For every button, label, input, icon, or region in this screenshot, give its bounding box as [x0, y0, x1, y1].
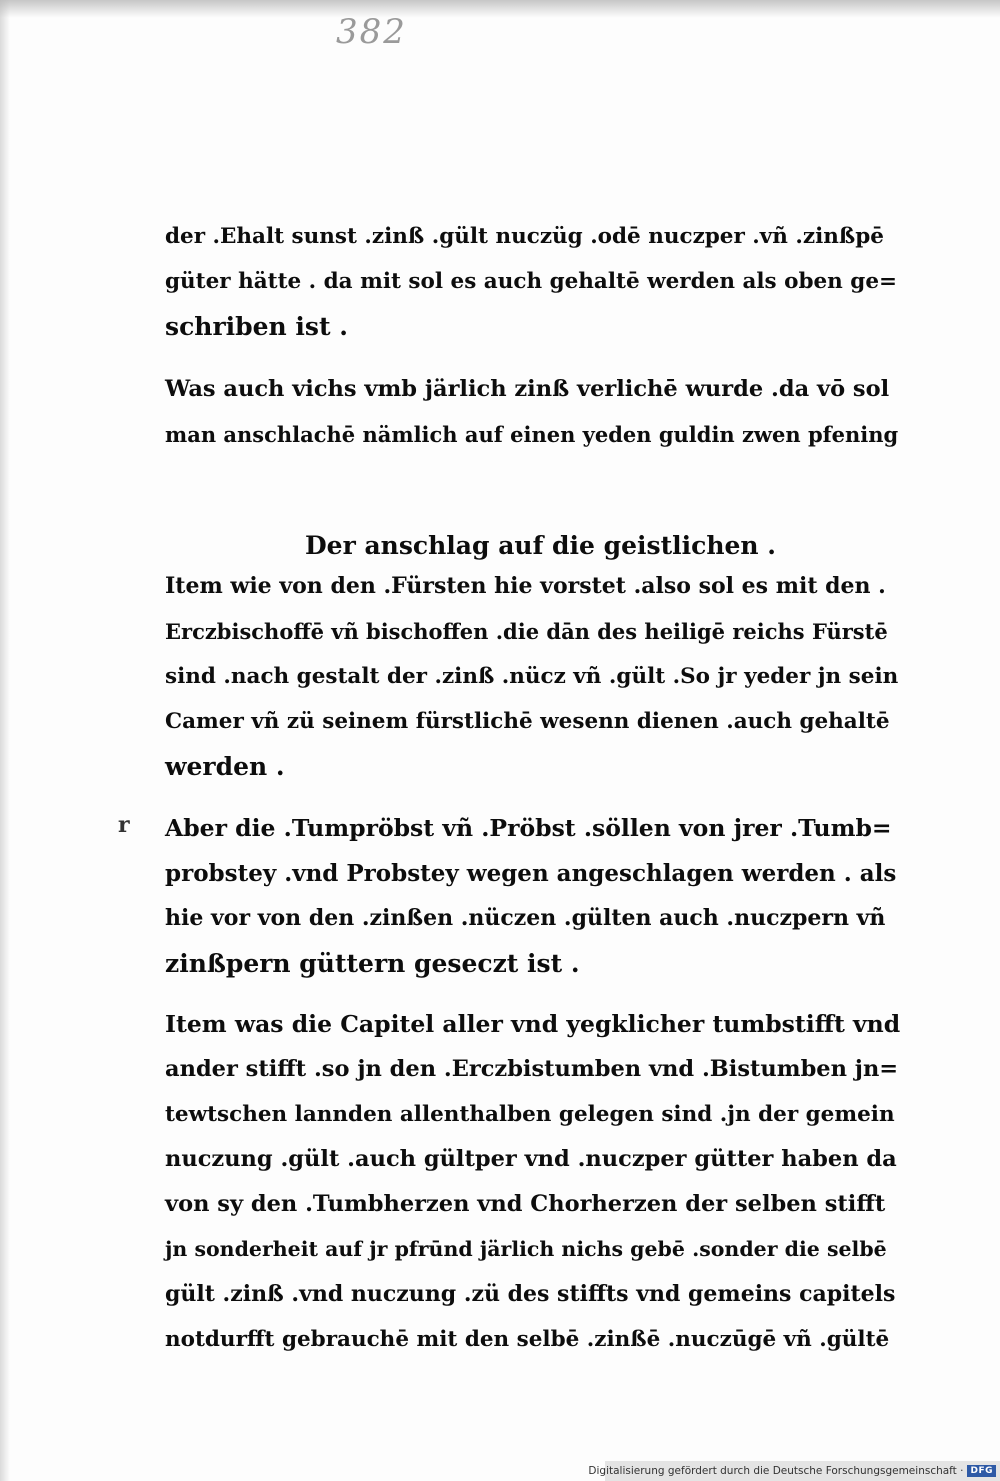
text-line: Aber die .Tumpröbst vñ .Pröbst .söllen von jrer .Tumb=: [165, 814, 892, 842]
text-line: Erczbischoffē vñ bischoffen .die dān des heiligē reichs Fürstē: [165, 619, 888, 644]
text-line: Item wie von den .Fürsten hie vorstet .also sol es mit den .: [165, 573, 886, 599]
text-line: gült .zinß .vnd nuczung .zü des stiffts vnd gemeins capitels: [165, 1281, 896, 1307]
text-line: probstey .vnd Probstey wegen angeschlagen werden . als: [165, 860, 897, 887]
paragraph-3: [165, 564, 900, 789]
dfg-logo: DFG: [967, 1465, 996, 1477]
margin-mark: r: [118, 812, 130, 838]
footer-text: Digitalisierung gefördert durch die Deutsche Forschungsgemeinschaft ·: [588, 1465, 964, 1477]
scan-top-edge: [0, 0, 1000, 18]
text-line: ander stifft .so jn den .Erczbistumben vnd .Bistumben jn=: [165, 1056, 899, 1082]
text-line: tewtschen lannden allenthalben gelegen sind .jn der gemein: [165, 1102, 895, 1127]
scan-left-shadow: [0, 0, 10, 1481]
text-line: nuczung .gült .auch gültper vnd .nuczper gütter haben da: [165, 1146, 897, 1172]
section-heading: Der anschlag auf die geistlichen .: [305, 531, 776, 560]
text-line: werden .: [165, 752, 285, 781]
text-line: güter hätte . da mit sol es auch gehaltē werden als oben ge=: [165, 269, 898, 294]
text-line: Item was die Capitel aller vnd yegklicher tumbstifft vnd: [165, 1010, 901, 1038]
dfg-footer: [588, 1461, 1000, 1481]
paragraph-4: [165, 806, 900, 986]
text-line: notdurfft gebrauchē mit den selbē .zinßē .nuczūgē vñ .gültē: [165, 1327, 890, 1352]
paragraph-1: [165, 214, 900, 349]
text-line: sind .nach gestalt der .zinß .nücz vñ .gült .So jr yeder jn sein: [165, 664, 899, 689]
text-line: von sy den .Tumbherzen vnd Chorherzen der selben stifft: [165, 1191, 886, 1217]
paragraph-2: [165, 367, 900, 457]
text-line: man anschlachē nämlich auf einen yeden guldin zwen pfening: [165, 422, 899, 447]
paragraph-5: [165, 1002, 900, 1362]
text-line: hie vor von den .zinßen .nüczen .gülten auch .nuczpern vñ: [165, 905, 886, 931]
text-line: jn sonderheit auf jr pfrūnd järlich nichs gebē .sonder die selbē: [165, 1237, 887, 1261]
text-line: Camer vñ zü seinem fürstlichē wesenn dienen .auch gehaltē: [165, 709, 890, 734]
folio-number: 382: [336, 12, 407, 52]
text-line: schriben ist .: [165, 312, 348, 341]
text-line: Was auch vichs vmb järlich zinß verlichē wurde .da vō sol: [165, 376, 890, 402]
text-line: zinßpern güttern geseczt ist .: [165, 949, 580, 978]
text-line: der .Ehalt sunst .zinß .gült nuczüg .odē nuczper .vñ .zinßpē: [165, 224, 884, 249]
